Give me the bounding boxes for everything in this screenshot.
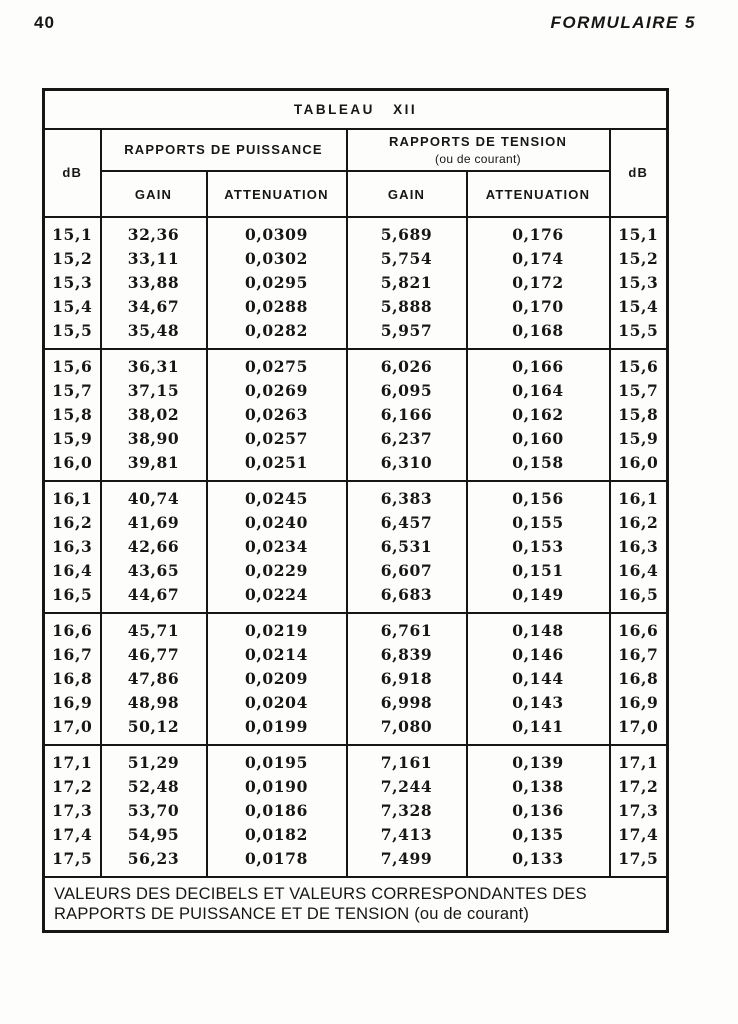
table-cell: 16,3: [44, 535, 101, 559]
table-cell: 54,95: [101, 823, 207, 847]
table-cell: 0,0288: [207, 295, 347, 319]
table-cell: 5,689: [347, 217, 467, 247]
row-block-5: [44, 745, 668, 877]
page-number: 40: [34, 13, 55, 32]
table-cell: 0,0263: [207, 403, 347, 427]
caption-line-1: VALEURS DES DECIBELS ET VALEURS CORRESPONDANTES DES: [54, 885, 587, 903]
table-cell: 17,5: [610, 847, 668, 877]
table-cell: 0,0190: [207, 775, 347, 799]
table-cell: 53,70: [101, 799, 207, 823]
table-cell: 39,81: [101, 451, 207, 481]
table-cell: 7,413: [347, 823, 467, 847]
table-cell: 0,149: [467, 583, 610, 613]
table-row: [44, 349, 668, 379]
table-cell: 15,5: [610, 319, 668, 349]
table-cell: 0,135: [467, 823, 610, 847]
table-cell: 34,67: [101, 295, 207, 319]
column-header-power-attenuation: ATTENUATION: [207, 171, 347, 217]
table-row: [44, 613, 668, 643]
table-cell: 0,0269: [207, 379, 347, 403]
table-row: [44, 847, 668, 877]
column-header-voltage-gain: GAIN: [347, 171, 467, 217]
table-cell: 6,998: [347, 691, 467, 715]
table-row: [44, 559, 668, 583]
table-cell: 36,31: [101, 349, 207, 379]
table-cell: 6,607: [347, 559, 467, 583]
table-cell: 16,8: [610, 667, 668, 691]
table-row: [44, 583, 668, 613]
table-row: [44, 799, 668, 823]
table-cell: 0,176: [467, 217, 610, 247]
column-header-db-left: dB: [44, 129, 101, 217]
table-row: [44, 271, 668, 295]
table-cell: 5,821: [347, 271, 467, 295]
table-cell: 17,0: [610, 715, 668, 745]
table-cell: 15,3: [610, 271, 668, 295]
table-cell: 42,66: [101, 535, 207, 559]
table-cell: 16,4: [610, 559, 668, 583]
table-cell: 45,71: [101, 613, 207, 643]
table-row: [44, 511, 668, 535]
table-cell: 16,8: [44, 667, 101, 691]
table-cell: 33,11: [101, 247, 207, 271]
table-cell: 0,0182: [207, 823, 347, 847]
table-cell: 15,2: [610, 247, 668, 271]
running-head-title: FORMULAIRE 5: [550, 13, 696, 32]
table-cell: 7,080: [347, 715, 467, 745]
table-cell: 0,162: [467, 403, 610, 427]
table-cell: 51,29: [101, 745, 207, 775]
table-cell: 15,8: [610, 403, 668, 427]
table-container: [42, 88, 669, 933]
column-header-power-gain: GAIN: [101, 171, 207, 217]
table-cell: 6,761: [347, 613, 467, 643]
table-cell: 0,0234: [207, 535, 347, 559]
row-block-4: [44, 613, 668, 745]
table-cell: 6,383: [347, 481, 467, 511]
table-row: [44, 247, 668, 271]
table-cell: 6,237: [347, 427, 467, 451]
table-cell: 6,166: [347, 403, 467, 427]
table-cell: 0,151: [467, 559, 610, 583]
table-footer: [44, 877, 668, 932]
table-cell: 6,918: [347, 667, 467, 691]
table-cell: 46,77: [101, 643, 207, 667]
table-cell: 0,136: [467, 799, 610, 823]
table-row: [44, 745, 668, 775]
table-cell: 16,7: [610, 643, 668, 667]
table-cell: 0,156: [467, 481, 610, 511]
column-subheader-row: [44, 171, 668, 217]
table-cell: 17,5: [44, 847, 101, 877]
table-cell: 0,144: [467, 667, 610, 691]
table-cell: 38,90: [101, 427, 207, 451]
table-cell: 15,5: [44, 319, 101, 349]
table-cell: 7,161: [347, 745, 467, 775]
table-cell: 17,3: [610, 799, 668, 823]
table-cell: 7,499: [347, 847, 467, 877]
table-cell: 17,4: [610, 823, 668, 847]
table-cell: 0,141: [467, 715, 610, 745]
table-row: [44, 535, 668, 559]
table-row: [44, 775, 668, 799]
table-row: [44, 667, 668, 691]
column-header-db-right: dB: [610, 129, 668, 217]
table-cell: 16,3: [610, 535, 668, 559]
table-row: [44, 427, 668, 451]
table-cell: 16,2: [610, 511, 668, 535]
table-cell: 17,4: [44, 823, 101, 847]
table-cell: 47,86: [101, 667, 207, 691]
table-cell: 56,23: [101, 847, 207, 877]
table-cell: 32,36: [101, 217, 207, 247]
table-title: TABLEAU XII: [44, 90, 668, 130]
decibel-conversion-table: [42, 88, 669, 933]
table-cell: 0,0195: [207, 745, 347, 775]
table-cell: 0,0224: [207, 583, 347, 613]
table-cell: 0,0245: [207, 481, 347, 511]
table-cell: 50,12: [101, 715, 207, 745]
table-cell: 0,158: [467, 451, 610, 481]
table-cell: 0,0302: [207, 247, 347, 271]
table-cell: 0,174: [467, 247, 610, 271]
table-cell: 0,168: [467, 319, 610, 349]
table-cell: 15,6: [610, 349, 668, 379]
table-cell: 0,146: [467, 643, 610, 667]
table-cell: 6,026: [347, 349, 467, 379]
table-cell: 7,244: [347, 775, 467, 799]
table-title-row: [44, 90, 668, 130]
table-cell: 0,0178: [207, 847, 347, 877]
table-cell: 0,0229: [207, 559, 347, 583]
table-cell: 15,4: [610, 295, 668, 319]
table-row: [44, 403, 668, 427]
table-row: [44, 379, 668, 403]
table-cell: 0,0282: [207, 319, 347, 349]
table-row: [44, 217, 668, 247]
table-cell: 6,095: [347, 379, 467, 403]
table-cell: 35,48: [101, 319, 207, 349]
table-cell: 40,74: [101, 481, 207, 511]
table-cell: 17,2: [610, 775, 668, 799]
table-caption: [44, 877, 668, 932]
table-cell: 37,15: [101, 379, 207, 403]
table-cell: 16,4: [44, 559, 101, 583]
table-cell: 17,1: [610, 745, 668, 775]
table-cell: 52,48: [101, 775, 207, 799]
table-cell: 7,328: [347, 799, 467, 823]
table-cell: 41,69: [101, 511, 207, 535]
column-header-voltage-attenuation: ATTENUATION: [467, 171, 610, 217]
table-cell: 16,0: [44, 451, 101, 481]
table-row: [44, 823, 668, 847]
voltage-group-sublabel: (ou de courant): [435, 151, 521, 166]
table-cell: 16,9: [610, 691, 668, 715]
table-cell: 0,0204: [207, 691, 347, 715]
table-cell: 0,172: [467, 271, 610, 295]
table-cell: 15,2: [44, 247, 101, 271]
table-cell: 17,2: [44, 775, 101, 799]
table-cell: 6,839: [347, 643, 467, 667]
table-cell: 0,143: [467, 691, 610, 715]
table-cell: 0,0275: [207, 349, 347, 379]
table-cell: 0,0309: [207, 217, 347, 247]
table-cell: 0,0240: [207, 511, 347, 535]
table-cell: 15,7: [44, 379, 101, 403]
table-cell: 5,957: [347, 319, 467, 349]
table-cell: 17,1: [44, 745, 101, 775]
table-cell: 16,2: [44, 511, 101, 535]
table-cell: 0,0219: [207, 613, 347, 643]
table-cell: 33,88: [101, 271, 207, 295]
table-cell: 15,1: [44, 217, 101, 247]
table-cell: 0,0257: [207, 427, 347, 451]
table-cell: 16,6: [44, 613, 101, 643]
table-row: [44, 319, 668, 349]
table-cell: 0,153: [467, 535, 610, 559]
table-cell: 0,155: [467, 511, 610, 535]
column-group-voltage-ratios: [347, 129, 610, 171]
table-cell: 15,9: [44, 427, 101, 451]
row-block-2: [44, 349, 668, 481]
table-cell: 48,98: [101, 691, 207, 715]
table-cell: 0,0186: [207, 799, 347, 823]
table-cell: 16,6: [610, 613, 668, 643]
table-cell: 15,3: [44, 271, 101, 295]
table-cell: 16,5: [610, 583, 668, 613]
table-cell: 17,0: [44, 715, 101, 745]
column-group-row: [44, 129, 668, 171]
table-cell: 0,148: [467, 613, 610, 643]
table-cell: 0,0214: [207, 643, 347, 667]
caption-row: [44, 877, 668, 932]
table-cell: 0,138: [467, 775, 610, 799]
table-cell: 16,1: [44, 481, 101, 511]
column-group-power-ratios: RAPPORTS DE PUISSANCE: [101, 129, 347, 171]
table-cell: 0,170: [467, 295, 610, 319]
table-cell: 6,457: [347, 511, 467, 535]
table-cell: 0,0199: [207, 715, 347, 745]
table-header: [44, 90, 668, 218]
row-block-3: [44, 481, 668, 613]
table-cell: 0,0295: [207, 271, 347, 295]
table-cell: 16,9: [44, 691, 101, 715]
caption-line-2: RAPPORTS DE PUISSANCE ET DE TENSION (ou de courant): [54, 905, 530, 923]
table-cell: 16,7: [44, 643, 101, 667]
table-cell: 6,683: [347, 583, 467, 613]
table-cell: 15,1: [610, 217, 668, 247]
table-cell: 15,4: [44, 295, 101, 319]
table-row: [44, 643, 668, 667]
table-cell: 17,3: [44, 799, 101, 823]
table-cell: 16,0: [610, 451, 668, 481]
table-cell: 0,0209: [207, 667, 347, 691]
row-block-1: [44, 217, 668, 349]
table-row: [44, 691, 668, 715]
table-row: [44, 295, 668, 319]
table-cell: 38,02: [101, 403, 207, 427]
table-cell: 44,67: [101, 583, 207, 613]
table-cell: 15,9: [610, 427, 668, 451]
table-cell: 15,6: [44, 349, 101, 379]
table-cell: 0,160: [467, 427, 610, 451]
table-cell: 16,1: [610, 481, 668, 511]
table-cell: 0,164: [467, 379, 610, 403]
table-cell: 0,166: [467, 349, 610, 379]
table-cell: 16,5: [44, 583, 101, 613]
table-row: [44, 481, 668, 511]
table-cell: 0,0251: [207, 451, 347, 481]
table-cell: 43,65: [101, 559, 207, 583]
table-cell: 5,754: [347, 247, 467, 271]
table-row: [44, 451, 668, 481]
table-cell: 0,139: [467, 745, 610, 775]
voltage-group-label: RAPPORTS DE TENSION: [388, 133, 568, 149]
table-cell: 15,7: [610, 379, 668, 403]
table-cell: 6,310: [347, 451, 467, 481]
table-cell: 0,133: [467, 847, 610, 877]
table-cell: 15,8: [44, 403, 101, 427]
table-cell: 5,888: [347, 295, 467, 319]
table-row: [44, 715, 668, 745]
table-cell: 6,531: [347, 535, 467, 559]
